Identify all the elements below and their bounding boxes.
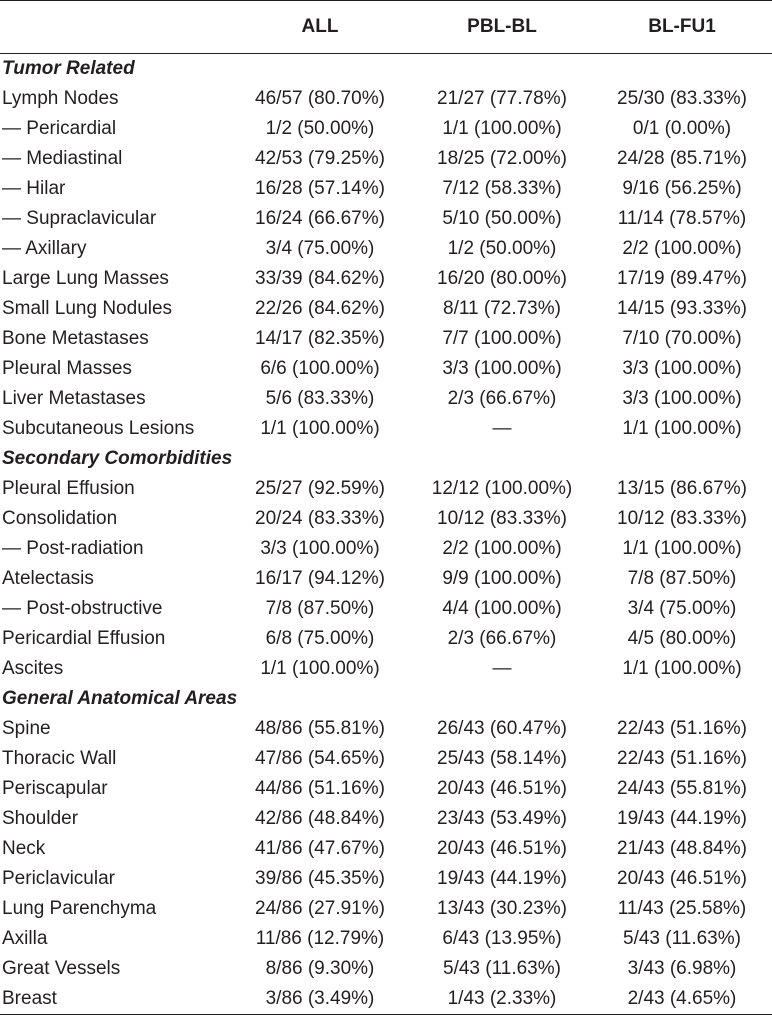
- cell-bl-fu1: 3/4 (75.00%): [627, 598, 737, 619]
- table-row: [0, 474, 772, 504]
- cell-pbl-bl: 2/2 (100.00%): [442, 538, 562, 559]
- cell-all: 6/6 (100.00%): [260, 358, 380, 379]
- cell-pbl-bl: 18/25 (72.00%): [437, 148, 567, 169]
- cell-pbl-bl: 4/4 (100.00%): [442, 598, 562, 619]
- cell-bl-fu1: 3/3 (100.00%): [622, 388, 742, 409]
- cell-pbl-bl: 20/43 (46.51%): [437, 838, 567, 859]
- table-row: [0, 84, 772, 114]
- cell-bl-fu1: 25/30 (83.33%): [617, 88, 747, 109]
- row-label: Pericardial Effusion: [2, 628, 166, 649]
- cell-bl-fu1: 3/43 (6.98%): [627, 958, 737, 979]
- row-label: Thoracic Wall: [2, 748, 117, 769]
- row-label: Breast: [0, 984, 228, 1015]
- table-row: [0, 264, 772, 294]
- row-label: — Mediastinal: [2, 148, 123, 169]
- cell-all: 6/8 (75.00%): [265, 628, 375, 649]
- cell-pbl-bl: 3/3 (100.00%): [442, 358, 562, 379]
- row-label: Small Lung Nodules: [2, 298, 173, 319]
- cell-all: 11/86 (12.79%): [255, 928, 385, 949]
- cell-pbl-bl: 19/43 (44.19%): [437, 868, 567, 889]
- table-row: [0, 804, 772, 834]
- row-label: — Supraclavicular: [2, 208, 157, 229]
- row-label: — Post-radiation: [2, 538, 144, 559]
- cell-pbl-bl: 2/3 (66.67%): [447, 628, 557, 649]
- table-row: [0, 324, 772, 354]
- table-row: [0, 894, 772, 924]
- header-pbl-bl: PBL-BL: [412, 1, 592, 54]
- cell-pbl-bl: 8/11 (72.73%): [443, 298, 561, 319]
- row-label: Atelectasis: [2, 568, 94, 589]
- table-row: [0, 624, 772, 654]
- cell-all: 16/17 (94.12%): [255, 568, 385, 589]
- cell-bl-fu1: 11/14 (78.57%): [617, 208, 747, 229]
- cell-pbl-bl: 5/10 (50.00%): [442, 208, 562, 229]
- table-row: [0, 354, 772, 384]
- cell-bl-fu1: 24/28 (85.71%): [617, 148, 747, 169]
- cell-all: 22/26 (84.62%): [255, 298, 385, 319]
- cell-all: 48/86 (55.81%): [255, 718, 385, 739]
- row-label: Neck: [2, 838, 46, 859]
- table-row: [0, 774, 772, 804]
- row-label: Axilla: [2, 928, 48, 949]
- row-label: Periscapular: [2, 778, 108, 799]
- cell-all: 5/6 (83.33%): [265, 388, 375, 409]
- cell-pbl-bl: 25/43 (58.14%): [437, 748, 567, 769]
- table-body: [0, 54, 772, 1015]
- header-row: [0, 1, 772, 54]
- row-label: — Post-obstructive: [2, 598, 163, 619]
- cell-all: 1/2 (50.00%): [265, 118, 375, 139]
- cell-pbl-bl: 20/43 (46.51%): [437, 778, 567, 799]
- cell-pbl-bl: —: [492, 658, 512, 679]
- row-label: Ascites: [2, 658, 64, 679]
- cell-all: 42/53 (79.25%): [255, 148, 385, 169]
- cell-bl-fu1: 9/16 (56.25%): [622, 178, 742, 199]
- section-title: General Anatomical Areas: [2, 688, 238, 709]
- cell-pbl-bl: 26/43 (60.47%): [437, 718, 567, 739]
- cell-pbl-bl: 21/27 (77.78%): [437, 88, 567, 109]
- table-row: [0, 504, 772, 534]
- table-row: [0, 174, 772, 204]
- table-row: [0, 114, 772, 144]
- cell-all: 3/86 (3.49%): [228, 984, 412, 1015]
- row-label: Periclavicular: [2, 868, 115, 889]
- cell-bl-fu1: 1/1 (100.00%): [622, 538, 742, 559]
- cell-all: 41/86 (47.67%): [255, 838, 385, 859]
- table-row: [0, 594, 772, 624]
- cell-bl-fu1: 7/8 (87.50%): [627, 568, 737, 589]
- table-row: [0, 414, 772, 444]
- cell-bl-fu1: 19/43 (44.19%): [617, 808, 747, 829]
- cell-bl-fu1: 22/43 (51.16%): [617, 748, 747, 769]
- table-row: [0, 234, 772, 264]
- cell-bl-fu1: 1/1 (100.00%): [622, 418, 742, 439]
- cell-pbl-bl: 1/43 (2.33%): [412, 984, 592, 1015]
- cell-all: 25/27 (92.59%): [255, 478, 385, 499]
- cell-pbl-bl: 12/12 (100.00%): [431, 478, 573, 499]
- row-label: Great Vessels: [2, 958, 121, 979]
- cell-pbl-bl: 9/9 (100.00%): [442, 568, 562, 589]
- cell-pbl-bl: 5/43 (11.63%): [443, 958, 561, 979]
- cell-all: 44/86 (51.16%): [255, 778, 385, 799]
- section-title: Tumor Related: [2, 58, 135, 79]
- row-label: — Axillary: [2, 238, 87, 259]
- row-label: Shoulder: [2, 808, 79, 829]
- row-label: Lung Parenchyma: [2, 898, 157, 919]
- row-label: Pleural Effusion: [2, 478, 135, 499]
- cell-pbl-bl: —: [492, 418, 512, 439]
- row-label: Large Lung Masses: [2, 268, 169, 289]
- cell-pbl-bl: 10/12 (83.33%): [437, 508, 567, 529]
- table-row: [0, 564, 772, 594]
- table-row: [0, 954, 772, 984]
- row-label: Consolidation: [2, 508, 118, 529]
- row-label: Pleural Masses: [2, 358, 132, 379]
- header-bl-fu1: BL-FU1: [592, 1, 772, 54]
- cell-bl-fu1: 17/19 (89.47%): [617, 268, 747, 289]
- cell-bl-fu1: 3/3 (100.00%): [622, 358, 742, 379]
- cell-pbl-bl: 23/43 (53.49%): [437, 808, 567, 829]
- cell-all: 47/86 (54.65%): [255, 748, 385, 769]
- cell-pbl-bl: 7/7 (100.00%): [442, 328, 562, 349]
- row-label: Lymph Nodes: [2, 88, 119, 109]
- table-row: [0, 924, 772, 954]
- cell-all: 1/1 (100.00%): [260, 658, 380, 679]
- cell-all: 1/1 (100.00%): [260, 418, 380, 439]
- cell-bl-fu1: 11/43 (25.58%): [617, 898, 747, 919]
- table-row: [0, 534, 772, 564]
- cell-all: 3/3 (100.00%): [260, 538, 380, 559]
- row-label: Liver Metastases: [2, 388, 146, 409]
- header-all: ALL: [228, 1, 412, 54]
- cell-pbl-bl: 1/2 (50.00%): [447, 238, 557, 259]
- header-empty-cell: [0, 1, 228, 54]
- cell-pbl-bl: 7/12 (58.33%): [442, 178, 562, 199]
- row-label: — Pericardial: [2, 118, 117, 139]
- table-header: [0, 1, 772, 54]
- row-label: Subcutaneous Lesions: [2, 418, 195, 439]
- table-row: [0, 864, 772, 894]
- cell-all: 3/4 (75.00%): [265, 238, 375, 259]
- cell-bl-fu1: 10/12 (83.33%): [617, 508, 747, 529]
- cell-all: 14/17 (82.35%): [255, 328, 385, 349]
- cell-pbl-bl: 2/3 (66.67%): [447, 388, 557, 409]
- table-row: [0, 144, 772, 174]
- cell-bl-fu1: 1/1 (100.00%): [622, 658, 742, 679]
- table-row: [0, 834, 772, 864]
- section-header-row: [0, 54, 772, 85]
- table-row: [0, 714, 772, 744]
- table-row: [0, 384, 772, 414]
- cell-bl-fu1: 7/10 (70.00%): [622, 328, 742, 349]
- cell-bl-fu1: 22/43 (51.16%): [617, 718, 747, 739]
- cell-all: 24/86 (27.91%): [255, 898, 385, 919]
- row-label: Bone Metastases: [2, 328, 149, 349]
- cell-pbl-bl: 6/43 (13.95%): [442, 928, 562, 949]
- cell-bl-fu1: 2/2 (100.00%): [622, 238, 742, 259]
- cell-all: 7/8 (87.50%): [265, 598, 375, 619]
- cell-all: 46/57 (80.70%): [255, 88, 385, 109]
- row-label: — Hilar: [2, 178, 66, 199]
- table-row: [0, 984, 772, 1015]
- section-title: Secondary Comorbidities: [2, 448, 233, 469]
- cell-all: 8/86 (9.30%): [265, 958, 375, 979]
- row-label: Spine: [2, 718, 51, 739]
- table-row: [0, 204, 772, 234]
- cell-bl-fu1: 2/43 (4.65%): [592, 984, 772, 1015]
- cell-all: 16/24 (66.67%): [255, 208, 385, 229]
- cell-bl-fu1: 21/43 (48.84%): [617, 838, 747, 859]
- cell-all: 20/24 (83.33%): [255, 508, 385, 529]
- table-row: [0, 654, 772, 684]
- table-row: [0, 294, 772, 324]
- cell-all: 39/86 (45.35%): [255, 868, 385, 889]
- cell-bl-fu1: 4/5 (80.00%): [627, 628, 737, 649]
- cell-bl-fu1: 14/15 (93.33%): [617, 298, 747, 319]
- section-header-row: [0, 444, 772, 474]
- cell-pbl-bl: 16/20 (80.00%): [437, 268, 567, 289]
- cell-all: 42/86 (48.84%): [255, 808, 385, 829]
- cell-all: 16/28 (57.14%): [255, 178, 385, 199]
- cell-all: 33/39 (84.62%): [255, 268, 385, 289]
- cell-bl-fu1: 24/43 (55.81%): [617, 778, 747, 799]
- cell-bl-fu1: 20/43 (46.51%): [617, 868, 747, 889]
- cell-pbl-bl: 1/1 (100.00%): [442, 118, 562, 139]
- cell-pbl-bl: 13/43 (30.23%): [437, 898, 567, 919]
- cell-bl-fu1: 0/1 (0.00%): [632, 118, 732, 139]
- cell-bl-fu1: 5/43 (11.63%): [623, 928, 741, 949]
- section-header-row: [0, 684, 772, 714]
- cell-bl-fu1: 13/15 (86.67%): [617, 478, 747, 499]
- table-row: [0, 744, 772, 774]
